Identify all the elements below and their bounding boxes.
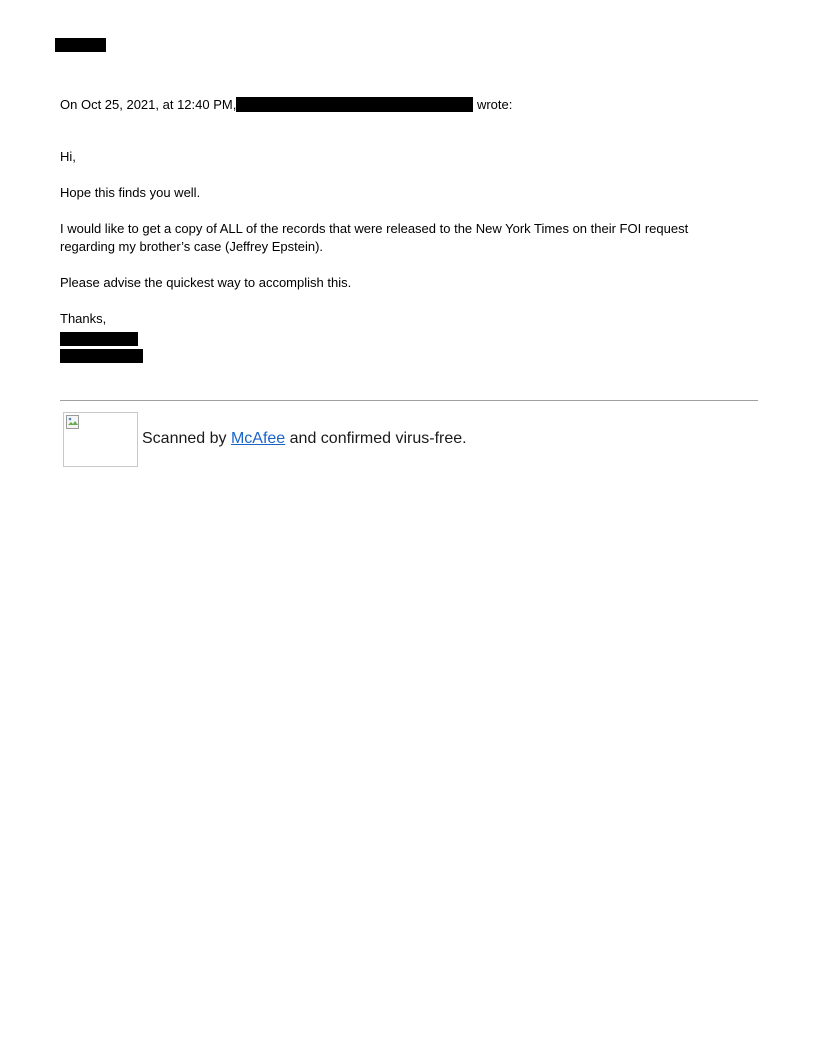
scan-notice <box>142 429 467 449</box>
greeting-text: Hi, <box>60 149 76 164</box>
scan-notice-prefix: Scanned by <box>142 430 231 447</box>
email-header-suffix: wrote: <box>473 97 513 112</box>
redaction-top <box>55 38 106 52</box>
email-header-prefix: On Oct 25, 2021, at 12:40 PM, <box>60 97 237 112</box>
redaction-signature-2 <box>60 349 143 363</box>
email-header-line <box>60 96 512 114</box>
footer-divider <box>60 400 758 401</box>
scan-notice-suffix: and confirmed virus-free. <box>285 430 467 447</box>
broken-image-icon <box>66 415 80 429</box>
redaction-signature-1 <box>60 332 138 346</box>
signoff-text: Thanks, <box>60 311 107 326</box>
mcafee-badge-image[interactable] <box>63 412 138 467</box>
hope-text: Hope this finds you well. <box>60 185 201 200</box>
mcafee-link[interactable]: McAfee <box>230 430 286 447</box>
request-text-line-2: regarding my brother’s case (Jeffrey Epstein). <box>60 239 324 254</box>
redaction-sender <box>236 97 473 112</box>
advise-text: Please advise the quickest way to accomplish this. <box>60 275 352 290</box>
request-text-line-1: I would like to get a copy of ALL of the records that were released to the New York Times on their FOI request <box>60 221 689 236</box>
